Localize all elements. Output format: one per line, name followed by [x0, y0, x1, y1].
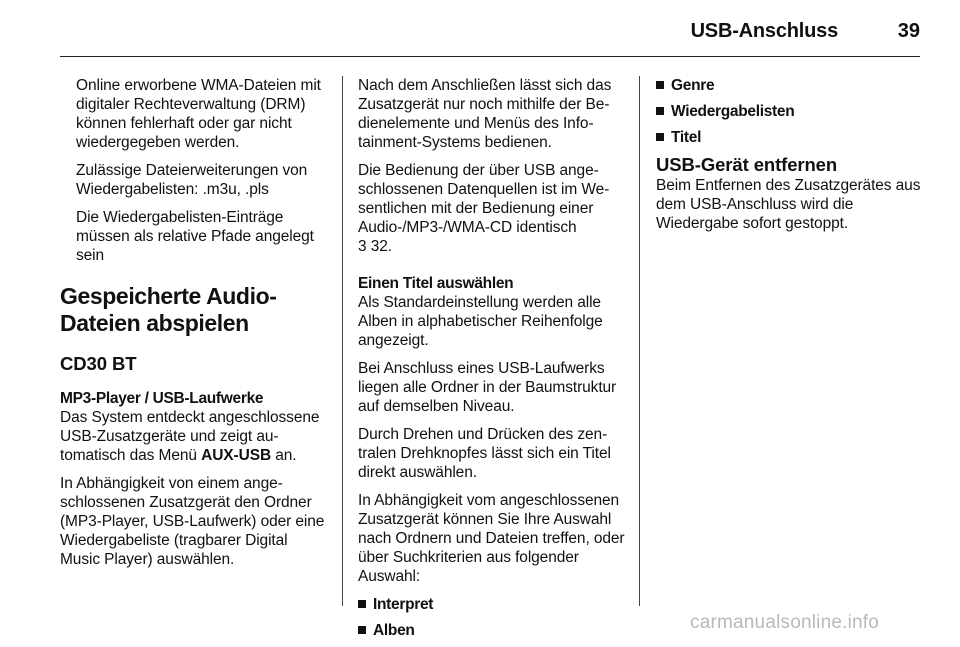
- menu-name: AUX-USB: [201, 447, 272, 464]
- paragraph: [358, 161, 626, 256]
- heading-line: Dateien abspielen: [60, 310, 249, 336]
- column-middle: [358, 76, 626, 647]
- header-title: USB-Anschluss: [690, 20, 838, 42]
- note-block: [60, 76, 328, 265]
- page-header: [60, 16, 920, 57]
- subsection-heading: USB-Gerät entfernen: [656, 154, 838, 175]
- topic-heading: Einen Titel auswählen: [358, 275, 514, 292]
- list-item: [656, 76, 922, 95]
- page-reference: 3 32.: [358, 238, 392, 255]
- paragraph: Zulässige Dateierweiterungen von Wiedergabelisten: .m3u, .pls: [76, 162, 308, 198]
- paragraph: [60, 408, 328, 465]
- page-number: 39: [897, 20, 920, 42]
- paragraph: Durch Drehen und Drücken des zentralen Drehknopfes lässt sich ein Titel direkt auswählen.: [358, 426, 611, 481]
- paragraph: Die Wiedergabelisten-Einträge müssen als relative Pfade angelegt sein: [76, 209, 314, 264]
- paragraph: Als Standardeinstellung werden alle Alben in alphabetischer Reihenfolge angezeigt.: [358, 294, 603, 349]
- column-divider: [342, 76, 343, 606]
- text-run: Das System entdeckt angeschlossene USB-Zusatzgeräte und zeigt automatisch das Menü: [60, 409, 320, 464]
- text-run: Die Bedienung der über USB angeschlossenen Datenquellen ist im Wesentlichen mit der Bedienung einer Audio-/MP3-/WMA-CD identisch: [358, 162, 610, 236]
- bullet-square-icon: [656, 81, 664, 89]
- section-heading: [60, 283, 328, 337]
- list-item-label: Titel: [671, 129, 702, 146]
- list-item: [358, 595, 626, 614]
- list-item: [656, 128, 922, 147]
- paragraph: Beim Entfernen des Zusatzgerätes aus dem USB-Anschluss wird die Wiedergabe sofort gestoppt.: [656, 177, 921, 232]
- column-right: [656, 76, 922, 242]
- subsection-heading: CD30 BT: [60, 353, 137, 374]
- list-item: [358, 621, 626, 640]
- heading-line: Gespeicherte Audio-: [60, 283, 277, 309]
- paragraph: Nach dem Anschließen lässt sich das Zusatzgerät nur noch mithilfe der Bedienelemente und Menüs des Infotainment-Systems bedienen.: [358, 77, 612, 151]
- list-item-label: Alben: [373, 622, 415, 639]
- topic-heading: MP3-Player / USB-Laufwerke: [60, 390, 264, 407]
- list-item-label: Wiedergabelisten: [671, 103, 795, 120]
- text-run: an.: [271, 447, 297, 464]
- column-left: [60, 76, 328, 578]
- paragraph: Bei Anschluss eines USB-Laufwerks liegen alle Ordner in der Baumstruktur auf demselben Niveau.: [358, 360, 617, 415]
- list-item-label: Interpret: [373, 596, 434, 613]
- bullet-square-icon: [358, 600, 366, 608]
- watermark: carmanualsonline.info: [690, 612, 880, 633]
- paragraph: In Abhängigkeit vom angeschlossenen Zusatzgerät können Sie Ihre Auswahl nach Ordnern und Dateien treffen, oder über Suchkriterien aus folgender Auswahl:: [358, 492, 625, 585]
- bullet-square-icon: [358, 626, 366, 634]
- list-item: [656, 102, 922, 121]
- list-item-label: Genre: [671, 77, 715, 94]
- column-divider: [639, 76, 640, 606]
- paragraph: Online erworbene WMA-Dateien mit digitaler Rechteverwaltung (DRM) können fehlerhaft oder gar nicht wiedergegeben werden.: [76, 77, 321, 151]
- bullet-square-icon: [656, 107, 664, 115]
- paragraph: In Abhängigkeit von einem angeschlossenen Zusatzgerät den Ordner (MP3-Player, USB-Laufwerk) oder eine Wiedergabeliste (tragbarer Digital Music Player) auswählen.: [60, 475, 325, 568]
- bullet-square-icon: [656, 133, 664, 141]
